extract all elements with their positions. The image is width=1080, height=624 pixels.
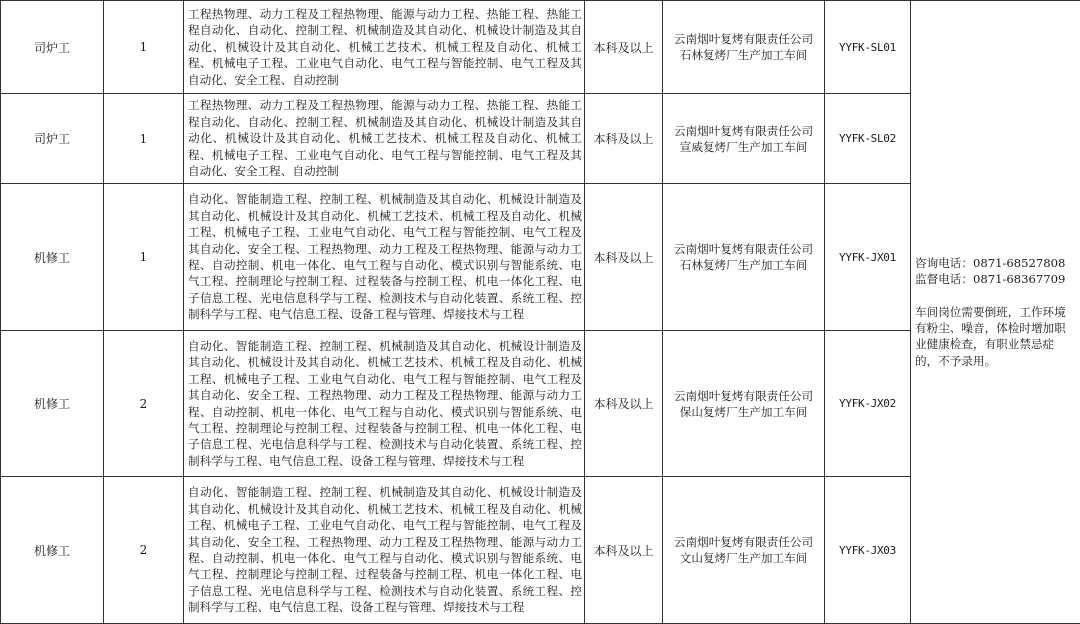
headcount-cell: 2 (104, 331, 184, 477)
employer-company: 云南烟叶复烤有限责任公司 (666, 388, 821, 404)
post-code-cell: YYFK-JX03 (825, 477, 911, 624)
employer-company: 云南烟叶复烤有限责任公司 (666, 123, 821, 139)
major-requirements-cell: 自动化、智能制造工程、控制工程、机械制造及其自动化、机械设计制造及其自动化、机械设计及其自动化、机械工艺技术、机械工程及自动化、机械工程、机械电子工程、工业电气自动化、电气工程与智能控制、电气工程及其自动化、安全工程、工程热物理、动力工程及工程热物理、能源与动力工程、自动控制、机电一体化、电气工程与自动化、模式识别与智能系统、电气工程、控制理论与控制工程、过程装备与控制工程、机电一体化工程、电子信息工程、光电信息科学与工程、检测技术与自动化装置、系统工程、控制科学与工程、电气信息工程、设备工程与管理、焊接技术与工程 (184, 331, 585, 477)
employer-company: 云南烟叶复烤有限责任公司 (666, 241, 821, 257)
post-name-cell: 司炉工 (1, 94, 104, 184)
remarks-cell (911, 1, 1080, 624)
supervise-phone: 监督电话：0871-68367709 (915, 271, 1076, 287)
post-name-cell: 机修工 (1, 331, 104, 477)
education-cell: 本科及以上 (585, 94, 663, 184)
employer-workshop: 石林复烤厂生产加工车间 (666, 257, 821, 273)
work-condition-note: 车间岗位需要倒班，工作环境有粉尘、噪音，体检时增加职业健康检查，有职业禁忌症的，不予录用。 (915, 304, 1076, 370)
post-name-cell: 机修工 (1, 477, 104, 624)
post-code-cell: YYFK-JX01 (825, 184, 911, 331)
employer-workshop: 石林复烤厂生产加工车间 (666, 47, 821, 63)
education-cell: 本科及以上 (585, 331, 663, 477)
major-requirements-cell: 自动化、智能制造工程、控制工程、机械制造及其自动化、机械设计制造及其自动化、机械设计及其自动化、机械工艺技术、机械工程及自动化、机械工程、机械电子工程、工业电气自动化、电气工程与智能控制、电气工程及其自动化、安全工程、工程热物理、动力工程及工程热物理、能源与动力工程、自动控制、机电一体化、电气工程与自动化、模式识别与智能系统、电气工程、控制理论与控制工程、过程装备与控制工程、机电一体化工程、电子信息工程、光电信息科学与工程、检测技术与自动化装置、系统工程、控制科学与工程、电气信息工程、设备工程与管理、焊接技术与工程 (184, 184, 585, 331)
employer-unit-cell (663, 331, 825, 477)
employer-unit-cell (663, 94, 825, 184)
education-cell: 本科及以上 (585, 477, 663, 624)
post-code-cell: YYFK-SL01 (825, 1, 911, 94)
post-code-cell: YYFK-SL02 (825, 94, 911, 184)
employer-workshop: 宣威复烤厂生产加工车间 (666, 139, 821, 155)
headcount-cell: 2 (104, 477, 184, 624)
headcount-cell: 1 (104, 1, 184, 94)
major-requirements-cell: 工程热物理、动力工程及工程热物理、能源与动力工程、热能工程、热能工程自动化、自动化、控制工程、机械制造及其自动化、机械设计制造及其自动化、机械设计及其自动化、机械工艺技术、机械工程及自动化、机械工程、机械电子工程、工业电气自动化、电气工程与智能控制、电气工程及其自动化、安全工程、自动控制 (184, 94, 585, 184)
education-cell: 本科及以上 (585, 1, 663, 94)
consult-phone: 咨询电话：0871-68527808 (915, 255, 1076, 271)
remark-spacer (915, 288, 1076, 304)
employer-workshop: 保山复烤厂生产加工车间 (666, 404, 821, 420)
education-cell: 本科及以上 (585, 184, 663, 331)
employer-unit-cell (663, 1, 825, 94)
employer-unit-cell (663, 477, 825, 624)
headcount-cell: 1 (104, 94, 184, 184)
headcount-cell: 1 (104, 184, 184, 331)
employer-workshop: 文山复烤厂生产加工车间 (666, 550, 821, 566)
employer-company: 云南烟叶复烤有限责任公司 (666, 31, 821, 47)
employer-unit-cell (663, 184, 825, 331)
post-name-cell: 司炉工 (1, 1, 104, 94)
table-row (1, 1, 1080, 94)
major-requirements-cell: 自动化、智能制造工程、控制工程、机械制造及其自动化、机械设计制造及其自动化、机械设计及其自动化、机械工艺技术、机械工程及自动化、机械工程、机械电子工程、工业电气自动化、电气工程与智能控制、电气工程及其自动化、安全工程、工程热物理、动力工程及工程热物理、能源与动力工程、自动控制、机电一体化、电气工程与自动化、模式识别与智能系统、电气工程、控制理论与控制工程、过程装备与控制工程、机电一体化工程、电子信息工程、光电信息科学与工程、检测技术与自动化装置、系统工程、控制科学与工程、电气信息工程、设备工程与管理、焊接技术与工程 (184, 477, 585, 624)
post-code-cell: YYFK-JX02 (825, 331, 911, 477)
post-name-cell: 机修工 (1, 184, 104, 331)
major-requirements-cell: 工程热物理、动力工程及工程热物理、能源与动力工程、热能工程、热能工程自动化、自动化、控制工程、机械制造及其自动化、机械设计制造及其自动化、机械设计及其自动化、机械工艺技术、机械工程及自动化、机械工程、机械电子工程、工业电气自动化、电气工程与智能控制、电气工程及其自动化、安全工程、自动控制 (184, 1, 585, 94)
employer-company: 云南烟叶复烤有限责任公司 (666, 534, 821, 550)
